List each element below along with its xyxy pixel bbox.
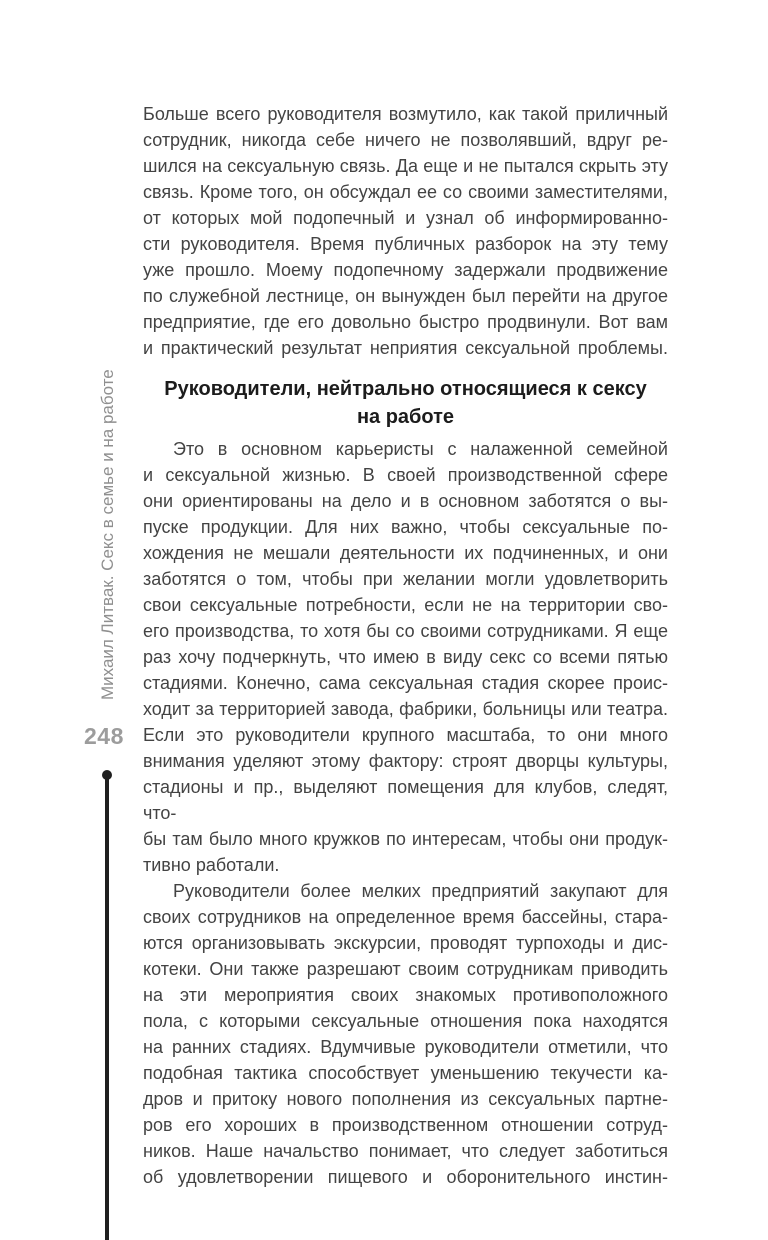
- paragraph-continuation: [143, 101, 668, 361]
- text-line: подобная тактика способствует уменьшению текучести ка-: [143, 1063, 668, 1083]
- text-line: ников. Наше начальство понимает, что следует заботиться: [143, 1141, 668, 1161]
- text-line: сти руководителя. Время публичных разборок на эту тему: [143, 234, 668, 254]
- section-heading-line2: на работе: [356, 406, 455, 428]
- spine-title-text: Михаил Литвак. Секс в семье и на работе: [98, 369, 117, 700]
- text-line: свои сексуальные потребности, если не на территории сво-: [143, 595, 668, 615]
- text-line: ров его хороших в производственном отношении сотруд-: [143, 1115, 668, 1135]
- text-line: они ориентированы на дело и в основном заботятся о вы-: [143, 491, 668, 511]
- text-line: хождения не мешали деятельности их подчиненных, и они: [143, 543, 668, 563]
- text-line: котеки. Они также разрешают своим сотрудникам приводить: [143, 959, 668, 979]
- text-line: заботятся о том, чтобы при желании могли удовлетворить: [143, 569, 668, 589]
- text-line: Если это руководители крупного масштаба, то они много: [143, 725, 668, 745]
- paragraph-smaller-enterprises: [143, 878, 668, 1190]
- text-line: на эти мероприятия своих знакомых противоположного: [143, 985, 668, 1005]
- text-line: его производства, то хотя бы со своими сотрудниками. Я еще: [143, 621, 668, 641]
- text-line: по служебной лестнице, он вынужден был перейти на другое: [143, 286, 668, 306]
- text-line: Больше всего руководителя возмутило, как такой приличный: [143, 104, 668, 124]
- text-line: пола, с которыми сексуальные отношения пока находятся: [143, 1011, 668, 1031]
- section-heading: [143, 375, 668, 431]
- text-block: [143, 101, 668, 1190]
- text-line: на ранних стадиях. Вдумчивые руководители отметили, что: [143, 1037, 668, 1057]
- text-line: шился на сексуальную связь. Да еще и не пытался скрыть эту: [143, 156, 668, 176]
- page-number: 248: [84, 723, 124, 749]
- rule-dot-icon: [102, 770, 112, 780]
- text-line: Это в основном карьеристы с налаженной семейной: [173, 439, 668, 459]
- section-heading-line1: Руководители, нейтрально относящиеся к сексу: [164, 378, 647, 400]
- text-line: Руководители более мелких предприятий закупают для: [173, 881, 668, 901]
- text-line: ходит за территорией завода, фабрики, больницы или театра.: [143, 699, 668, 719]
- text-line: тивно работали.: [143, 855, 280, 875]
- text-line: пуске продукции. Для них важно, чтобы сексуальные по-: [143, 517, 668, 537]
- text-line: предприятие, где его довольно быстро продвинули. Вот вам: [143, 312, 668, 332]
- text-line: от которых мой подопечный и узнал об информированно-: [143, 208, 668, 228]
- text-line: уже прошло. Моему подопечному задержали продвижение: [143, 260, 668, 280]
- text-line: и сексуальной жизнью. В своей производственной сфере: [143, 465, 668, 485]
- margin-rule: [105, 774, 109, 1240]
- text-line: раз хочу подчеркнуть, что имею в виду секс со всеми пятью: [143, 647, 668, 667]
- text-line: бы там было много кружков по интересам, чтобы они продук-: [143, 829, 668, 849]
- text-line: своих сотрудников на определенное время бассейны, стара-: [143, 907, 668, 927]
- text-line: стадионы и пр., выделяют помещения для клубов, следят, что-: [143, 777, 668, 823]
- text-line: дров и притоку нового пополнения из сексуальных партне-: [143, 1089, 668, 1109]
- paragraph-neutral-leaders: [143, 436, 668, 878]
- text-line: связь. Кроме того, он обсуждал ее со своими заместителями,: [143, 182, 668, 202]
- text-line: и практический результат неприятия сексуальной проблемы.: [143, 338, 668, 358]
- text-line: об удовлетворении пищевого и оборонительного инстин-: [143, 1167, 668, 1187]
- text-line: стадиями. Конечно, сама сексуальная стадия скорее проис-: [143, 673, 668, 693]
- text-line: сотрудник, никогда себе ничего не позволявший, вдруг ре-: [143, 130, 668, 150]
- text-line: ются организовывать экскурсии, проводят турпоходы и дис-: [143, 933, 668, 953]
- text-line: внимания уделяют этому фактору: строят дворцы культуры,: [143, 751, 668, 771]
